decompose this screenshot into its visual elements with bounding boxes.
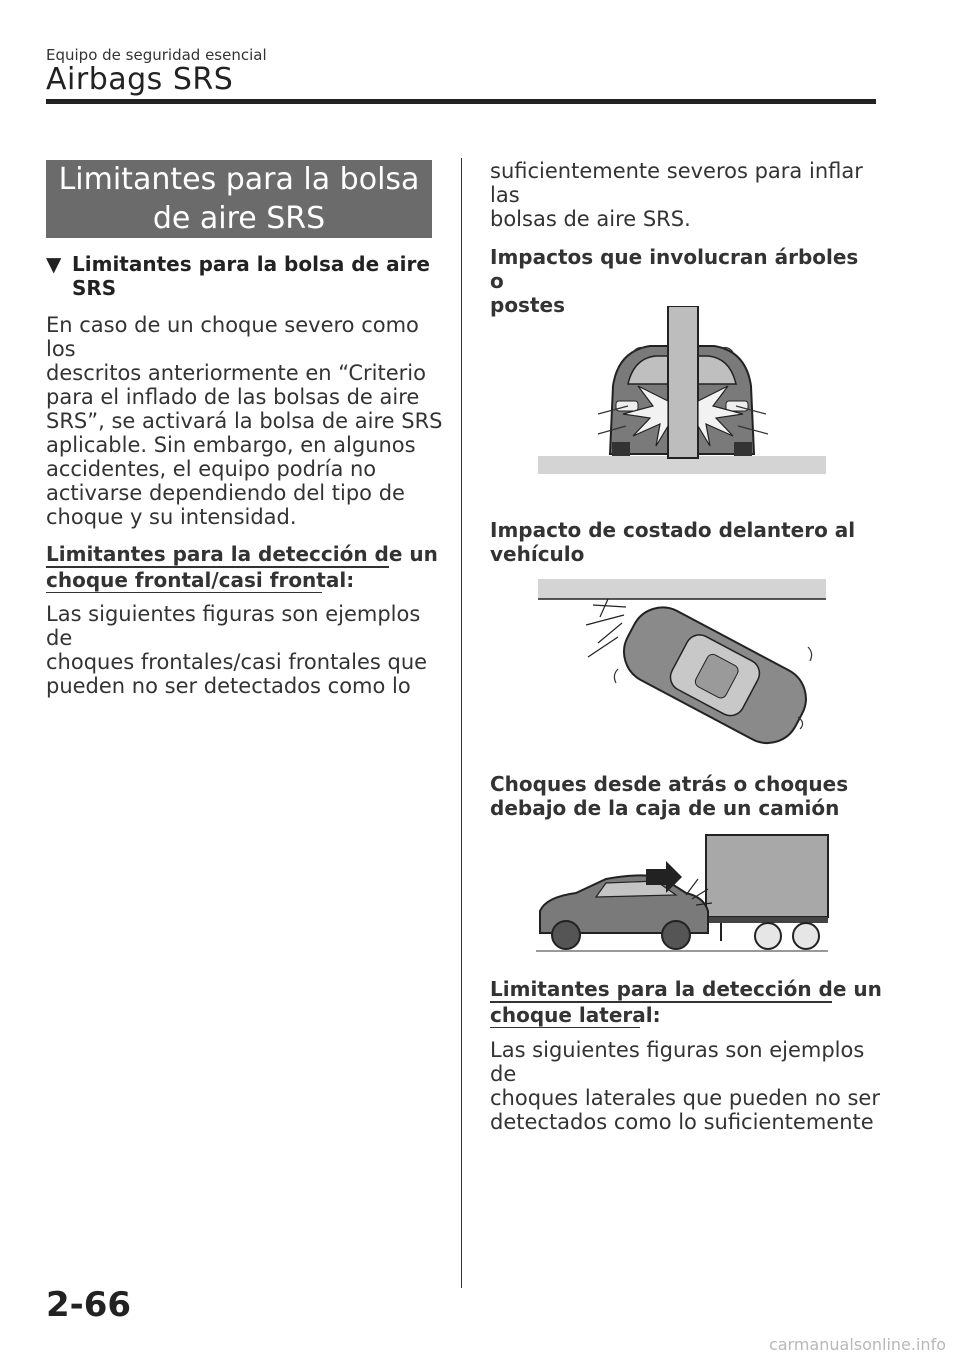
caption-trees-poles: Impactos que involucran árboles o postes [490, 245, 859, 317]
triangle-marker-icon: ▼ [46, 252, 62, 276]
impact-lines-icon [586, 599, 626, 657]
banner-line-1: Limitantes para la bolsa [58, 162, 420, 197]
car-side-view [540, 875, 708, 949]
frontal-heading [46, 542, 438, 593]
truck-wheel [793, 923, 819, 949]
watermark: carmanualsonline.info [768, 1335, 946, 1354]
frontal-heading-underline-2 [46, 592, 322, 594]
car-top-view [613, 596, 817, 752]
side-heading-underline-2 [490, 1027, 640, 1029]
pole-impact-figure [538, 306, 828, 476]
frontal-paragraph: Las siguientes figuras son ejemplos de choques frontales/casi frontales que pueden no ser detectados como lo [46, 602, 428, 698]
side-heading-line-2: choque lateral: [490, 1002, 661, 1027]
side-heading [490, 977, 882, 1028]
truck-cargo-box [706, 835, 828, 917]
column-divider [461, 158, 462, 1288]
intro-paragraph: En caso de un choque severo como los descritos anteriormente en “Criterio para el inflado de las bolsas de aire SRS”, se activará la bolsa de aire SRS aplicable. Sin embargo, en algunos accidentes, el equipo podría no activarse dependiendo del tipo de choque y su intensidad. [46, 313, 443, 529]
subsection-line-2: SRS [72, 276, 117, 300]
header-section-label: Equipo de seguridad esencial [46, 46, 267, 64]
section-banner [46, 160, 432, 238]
page-number: 2-66 [46, 1285, 132, 1325]
side-heading-line-1: Limitantes para la detección de un [490, 977, 882, 1001]
frontal-heading-line-1: Limitantes para la detección de un [46, 542, 438, 566]
frontal-heading-line-2: choque frontal/casi frontal: [46, 567, 355, 592]
truck-underride-figure [536, 833, 830, 958]
banner-line-2: de aire SRS [152, 201, 326, 236]
corner-impact-figure [538, 577, 830, 752]
pole [668, 306, 698, 458]
caption-truck-underride: Choques desde atrás o choques debajo de la caja de un camión [490, 772, 849, 820]
header-rule [46, 99, 876, 104]
wall-strip [538, 579, 826, 599]
side-paragraph: Las siguientes figuras son ejemplos de choques laterales que pueden no ser detectados como lo suficientemente [490, 1038, 880, 1134]
subsection-heading [46, 252, 436, 300]
caption-corner-impact: Impacto de costado delantero al vehículo [490, 518, 856, 566]
page-title: Airbags SRS [46, 62, 234, 97]
subsection-line-1: Limitantes para la bolsa de aire [72, 252, 430, 276]
truck-wheel [755, 923, 781, 949]
continued-paragraph: suficientemente severos para inflar las bolsas de aire SRS. [490, 159, 863, 231]
